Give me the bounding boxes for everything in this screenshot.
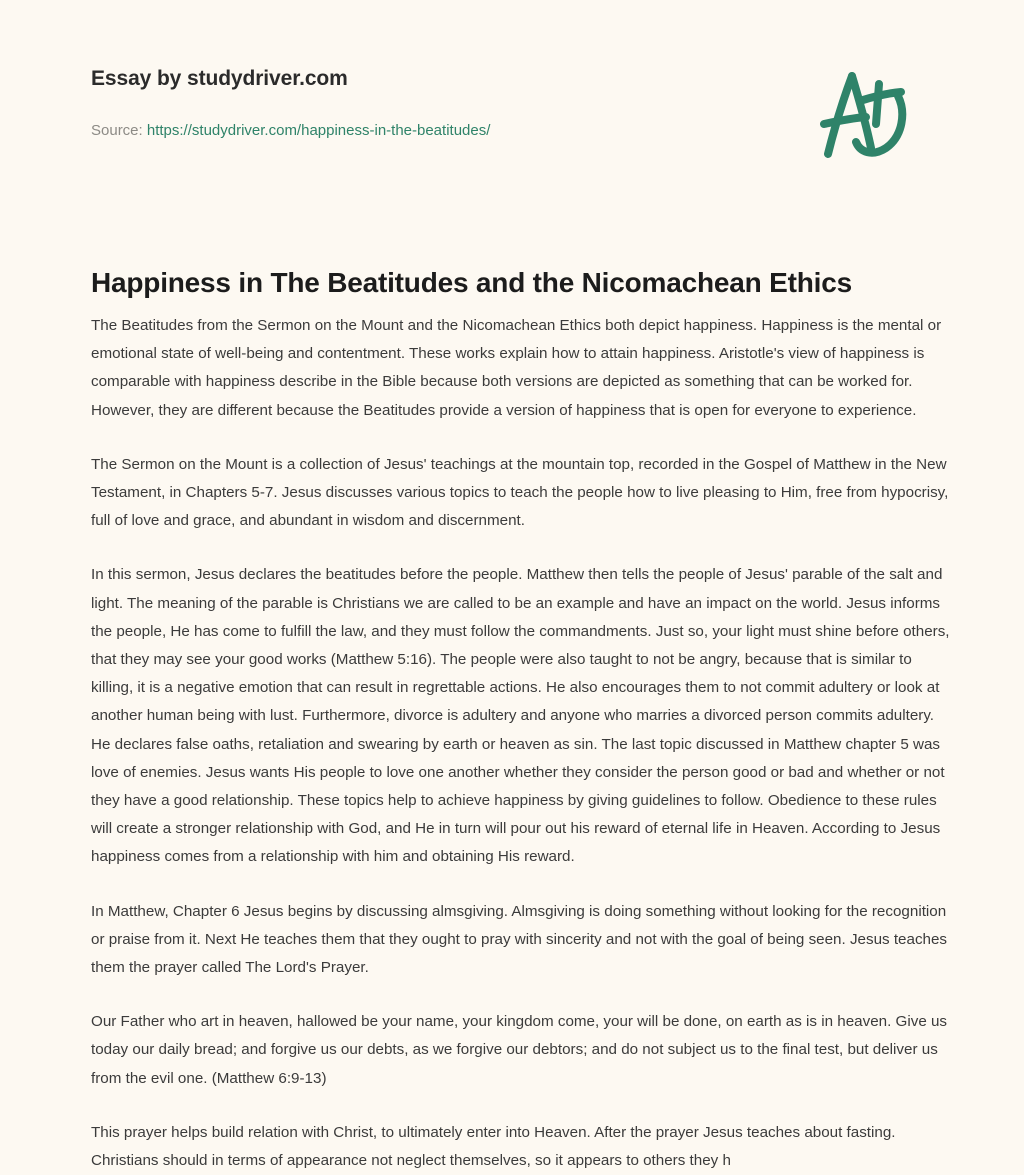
body-paragraph-truncated: This prayer helps build relation with Christ, to ultimately enter into Heaven. After the prayer Jesus teaches about fasting. Christians should in terms of appearance not neglect themselves, so it appears to others they h [91, 1123, 896, 1170]
source-label: Source: [91, 122, 143, 139]
body-paragraph: The Sermon on the Mount is a collection of Jesus' teachings at the mountain top, recorded in the Gospel of Matthew in the New Testament, in Chapters 5-7. Jesus discusses various topics to teach the people how to live pleasing to Him, free from hypocrisy, full of love and grace, and abundant in wisdom and discernment. [91, 455, 949, 530]
body-paragraph-quote: Our Father who art in heaven, hallowed be your name, your kingdom come, your will be done, on earth as is in heaven. Give us today our daily bread; and forgive us our debts, as we forgive our debtors; and do not subject us to the final test, but deliver us from the evil one. (Matthew 6:9-13) [91, 1013, 948, 1087]
essay-byline: Essay by studydriver.com [91, 67, 348, 90]
source-url-link[interactable]: https://studydriver.com/happiness-in-the-beatitudes/ [146, 122, 491, 139]
a-plus-logo-svg [808, 62, 918, 172]
body-paragraph: In this sermon, Jesus declares the beatitudes before the people. Matthew then tells the people of Jesus' parable of the salt and light. The meaning of the parable is Christians we are called to be an example and have an impact on the world. Jesus informs the people, He has come to fulfill the law, and they must follow the commandments. Just so, your light must shine before others, that they may see your good works (Matthew 5:16). The people were also taught to not be angry, because that is similar to killing, it is a negative emotion that can result in regrettable actions. He also encourages them to not commit adultery or look at another human being with lust. Furthermore, divorce is adultery and anyone who marries a divorced person commits adultery. He declares false oaths, retaliation and swearing by earth or heaven as sin. The last topic discussed in Matthew chapter 5 was love of enemies. Jesus wants His people to love one another whether they consider the person good or bad and whether or not they have a good relationship. These topics help to achieve happiness by giving guidelines to follow. Obedience to these rules will create a stronger relationship with God, and He in turn will pour out his reward of eternal life in Heaven. According to Jesus happiness comes from a relationship with him and obtaining His reward. [91, 566, 950, 866]
document-header [0, 0, 1024, 190]
body-paragraph: The Beatitudes from the Sermon on the Mount and the Nicomachean Ethics both depict happiness. Happiness is the mental or emotional state of well-being and contentment. These works explain how to attain happiness. Aristotle's view of happiness is comparable with happiness describe in the Bible because both versions are depicted as something that can be worked for. However, they are different because the Beatitudes provide a version of happiness that is open for everyone to experience. [91, 317, 942, 419]
page-title: Happiness in The Beatitudes and the Nicomachean Ethics [91, 266, 852, 298]
body-paragraph: In Matthew, Chapter 6 Jesus begins by discussing almsgiving. Almsgiving is doing something without looking for the recognition or praise from it. Next He teaches them that they ought to pray with sincerity and not with the goal of being seen. Jesus teaches them the prayer called The Lord's Prayer. [91, 902, 948, 977]
a-plus-logo-icon [808, 62, 918, 172]
document-body [91, 312, 953, 1175]
source-line [91, 121, 490, 140]
